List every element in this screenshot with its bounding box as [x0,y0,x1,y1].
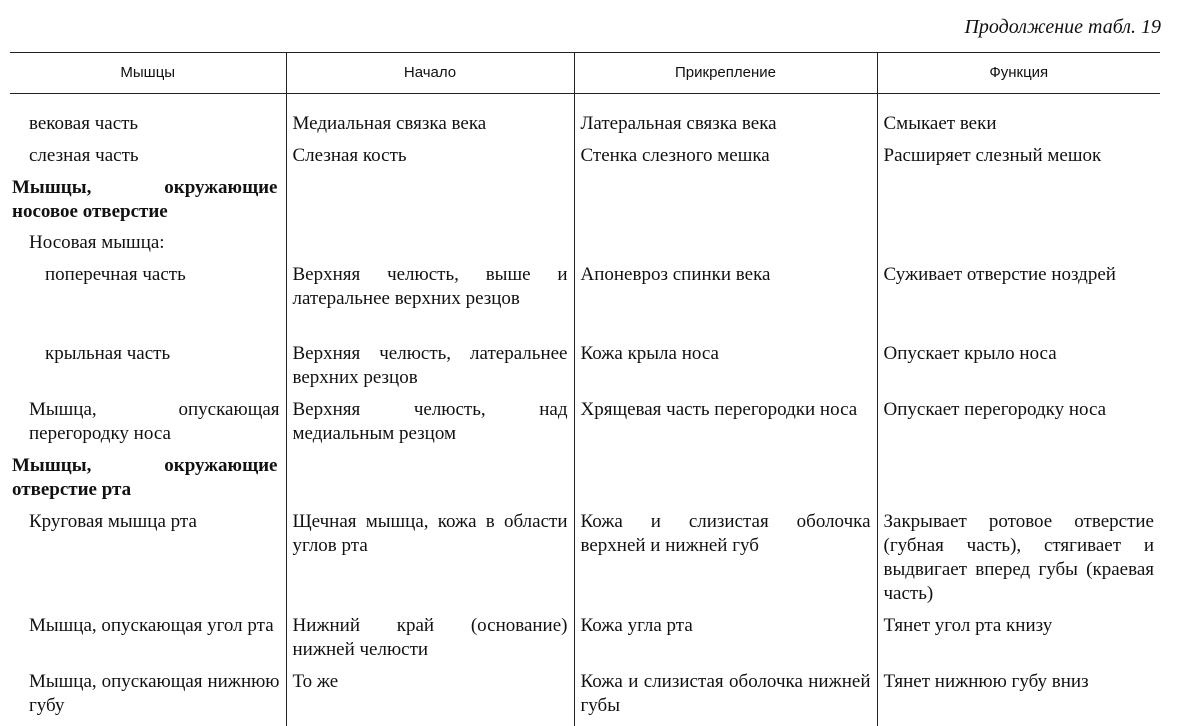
header-insertion: Прикрепление [574,53,877,92]
group-heading: Мышцы, окружающие носовое отверстие [12,177,278,222]
insertion-cell: Стенка слезного мешка [574,144,877,176]
group-row [10,454,1160,510]
insertion-cell: Латеральная связка века [574,112,877,144]
muscle-cell: Мышца, опускающая угол рта [29,615,274,636]
table-row [10,112,1160,144]
group-row [10,176,1160,231]
function-cell: Закрывает ротовое отверстие (губная часть), стягивает и выдвигает вперед губы (краевая часть) [877,510,1160,614]
insertion-cell: Апоневроз спинки века [574,263,877,342]
function-cell: Расширяет слезный мешок [877,144,1160,176]
table-row [10,231,1160,263]
table-spacer-row [10,92,1160,112]
muscle-cell: поперечная часть [45,264,186,285]
insertion-cell: Кожа и слизистая оболочка нижней губы [574,670,877,726]
function-cell: Суживает отверстие ноздрей [877,263,1160,342]
table-row [10,398,1160,454]
insertion-cell: Кожа крыла носа [574,342,877,398]
function-cell: Опускает крыло носа [877,342,1160,398]
origin-cell [286,231,574,263]
table-row [10,614,1160,670]
table-header [10,53,1160,92]
origin-cell: Щечная мышца, кожа в области углов рта [286,510,574,614]
origin-cell: Верхняя челюсть, над медиальным резцом [286,398,574,454]
origin-cell: Верхняя челюсть, выше и латеральнее верхних резцов [286,263,574,342]
origin-cell: Нижний край (основание) нижней челюсти [286,614,574,670]
group-heading: Мышцы, окружающие отверстие рта [12,455,278,500]
insertion-cell: Кожа угла рта [574,614,877,670]
insertion-cell: Кожа и слизистая оболочка верхней и нижней губ [574,510,877,614]
origin-cell: Верхняя челюсть, латеральнее верхних резцов [286,342,574,398]
function-cell: Смыкает веки [877,112,1160,144]
function-cell: Тянет нижнюю губу вниз [877,670,1160,726]
muscle-table [10,53,1160,726]
table-row [10,670,1160,726]
muscle-cell: Носовая мышца: [29,232,165,253]
muscle-cell: слезная часть [29,145,139,166]
function-cell: Тянет угол рта книзу [877,614,1160,670]
table-row [10,144,1160,176]
function-cell [877,231,1160,263]
origin-cell: То же [286,670,574,726]
header-function: Функция [877,53,1160,92]
table-row [10,342,1160,398]
table-row [10,263,1160,342]
muscle-cell: крыльная часть [45,343,171,364]
origin-cell: Медиальная связка века [286,112,574,144]
muscle-cell: Круговая мышца рта [29,511,197,532]
muscle-cell: Мышца, опускающая перегородку носа [29,399,280,444]
insertion-cell [574,231,877,263]
table-row [10,510,1160,614]
origin-cell: Слезная кость [286,144,574,176]
insertion-cell: Хрящевая часть перегородки носа [574,398,877,454]
table-continuation-caption: Продолжение табл. 19 [964,16,1161,38]
header-origin: Начало [286,53,574,92]
table-body [10,92,1160,726]
function-cell: Опускает перегородку носа [877,398,1160,454]
muscle-cell: вековая часть [29,113,139,134]
header-muscles: Мышцы [120,64,176,81]
muscle-cell: Мышца, опускающая нижнюю губу [29,671,280,716]
